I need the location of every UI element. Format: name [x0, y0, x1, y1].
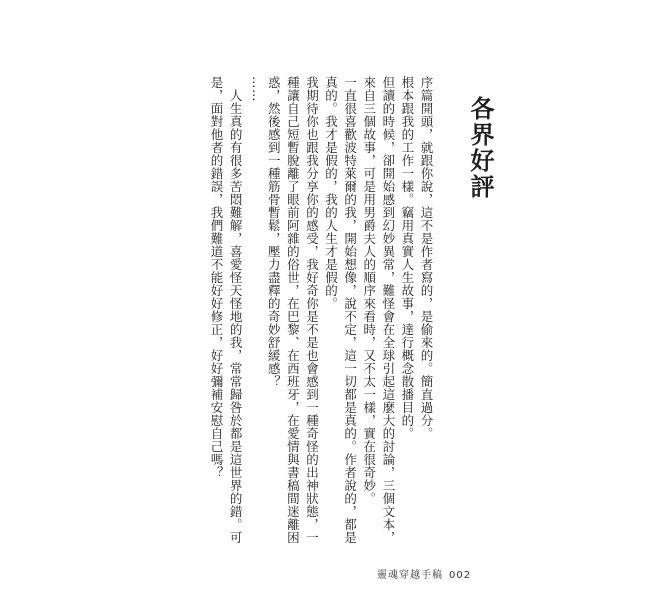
- running-book-title: 靈魂穿越手稿: [377, 570, 443, 581]
- body-text: [166, 76, 436, 556]
- page-number: 002: [449, 570, 472, 581]
- paragraph-5: 我期待你也跟我分享你的感受，我好奇你是不是也會感到一種奇怪的出神狀態，一種讓自己短暫脫離了眼前阿雜的俗世，在巴黎、在西班牙，在愛情與書稿間迷離困惑，然後感到一種筋骨暫鬆，壓力盡釋的奇妙舒緩感？: [266, 76, 320, 544]
- paragraph-2: 根本跟我的工作一樣。竊用真實人生故事，達行概念散播目的。: [399, 76, 415, 440]
- paragraph-1: 序篇開頭，就跟你說，這不是作者寫的，是偷來的。簡直過分。: [419, 76, 434, 440]
- page-title: 各界好評: [466, 96, 495, 200]
- page-footer: [377, 566, 471, 581]
- paragraph-4: 一直很喜歡波特萊爾的我，開始想像，說不定，這一切都是真的。作者說的，都是真的。我才是假的，我的人生才是假的。: [323, 76, 358, 544]
- paragraph-6: 人生真的有很多苦悶難解，喜愛怪天怪地的我，常常歸咎於都是這世界的錯。可是，面對他者的錯誤，我們難道不能好好修正，好好彌補安慰自己嗎？: [208, 76, 244, 544]
- paragraph-3: 但讀的時候，卻開始感到幻妙異常，難怪會在全球引起這麼大的討論，三個文本，來自三個故事，可是用男爵夫人的順序來看時，又不太一樣，實在很奇妙。: [361, 76, 396, 544]
- ellipsis-separator: ⋯⋯: [247, 76, 263, 102]
